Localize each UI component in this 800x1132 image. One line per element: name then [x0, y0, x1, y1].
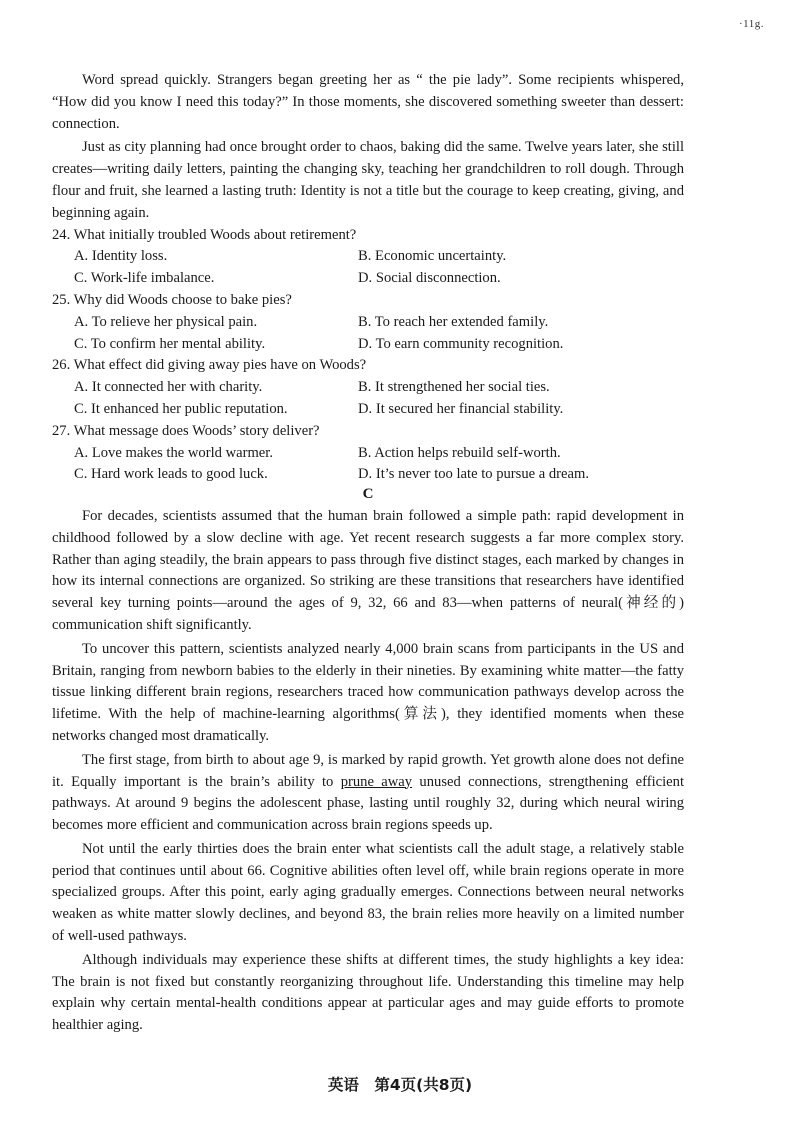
- option-b: B. Economic uncertainty.: [358, 248, 507, 265]
- paragraph: To uncover this pattern, scientists analyzed nearly 4,000 brain scans from participants in the US and Britain, ranging from newborn babies to the elderly in their nineties. By examining white matter—the fatty tissue linking different brain regions, researchers traced how communication pathways develop across the lifetime. With the help of machine-learning algorithms(算法), they identified moments when these networks changed most dramatically.: [52, 640, 684, 744]
- page-footer: 英语 第4页(共8页): [327, 1076, 473, 1094]
- paragraph: Although individuals may experience these shifts at different times, the study highlights a key idea: The brain is not fixed but constantly reorganizing throughout life. Understanding this timeline may help explain why certain mental-health conditions appear at particular ages and may guide efforts to promote healthier aging.: [52, 951, 684, 1034]
- paragraph: For decades, scientists assumed that the human brain followed a simple path: rapid development in childhood followed by a slow decline with age. Yet recent research suggests a far more complex story. Rather than aging steadily, the brain appears to pass through five distinct stages, each marked by changes in how its internal connections are organized. So striking are these transitions that researchers have identified several key turning points—around the ages of 9, 32, 66 and 83—when patterns of neural(神经的) communication shift significantly.: [52, 507, 684, 633]
- text-run: unused connections, strengthening efficient pathways. At around 9 begins the adolescent phase, lasting until roughly 32, during which neural wiring becomes more efficient and communication across brain regions speeds up.: [52, 773, 684, 834]
- option-d: D. It’s never too late to pursue a dream.: [358, 466, 589, 483]
- question-stem: 25. Why did Woods choose to bake pies?: [52, 291, 292, 308]
- option-a: A. It connected her with charity.: [74, 379, 263, 396]
- question-25: [52, 290, 684, 355]
- option-b: B. It strengthened her social ties.: [358, 379, 550, 396]
- paragraph: Word spread quickly. Strangers began greeting her as “ the pie lady”. Some recipients whispered, “How did you know I need this today?” In those moments, she discovered something sweeter than dessert: connection.: [52, 72, 684, 132]
- option-d: D. Social disconnection.: [358, 270, 501, 287]
- question-stem: 24. What initially troubled Woods about retirement?: [52, 226, 357, 243]
- option-a: A. Identity loss.: [74, 248, 168, 265]
- paragraph: Not until the early thirties does the brain enter what scientists call the adult stage, a relatively stable period that continues until about 66. Cognitive abilities often level off, while brain regions operate in more specialized groups. After this point, early aging gradually emerges. Connections between neural networks weaken as white matter slowly declines, and beyond 83, the brain relies more heavily on a limited number of well-used pathways.: [52, 840, 684, 945]
- question-stem: 27. What message does Woods’ story deliver?: [52, 422, 320, 439]
- text-run: The first stage, from birth to about age 9, is marked by rapid growth. Yet growth alone does not define it. Equally important is the brain’s ability to: [52, 751, 684, 790]
- corner-mark: ·11g.: [738, 18, 764, 30]
- options-grid: [74, 312, 684, 356]
- option-b: B. Action helps rebuild self-worth.: [358, 444, 561, 461]
- option-c: C. Hard work leads to good luck.: [74, 466, 268, 483]
- paragraph: Just as city planning had once brought order to chaos, baking did the same. Twelve years later, she still creates—writing daily letters, painting the changing sky, teaching her grandchildren to roll dough. Through flour and fruit, she learned a lasting truth: Identity is not a title but the courage to keep creating, giving, and beginning again.: [52, 139, 684, 221]
- underlined-phrase: prune away: [340, 773, 413, 790]
- option-c: C. It enhanced her public reputation.: [74, 400, 288, 417]
- question-stem: 26. What effect did giving away pies have on Woods?: [52, 357, 367, 374]
- option-a: A. Love makes the world warmer.: [74, 444, 273, 461]
- option-a: A. To relieve her physical pain.: [74, 313, 258, 330]
- option-d: D. It secured her financial stability.: [358, 400, 564, 417]
- option-c: C. Work-life imbalance.: [74, 270, 215, 287]
- question-26: [52, 355, 684, 420]
- options-grid: [74, 246, 684, 290]
- section-heading: C: [362, 486, 374, 503]
- option-c: C. To confirm her mental ability.: [74, 335, 266, 352]
- options-grid: [74, 377, 684, 421]
- options-grid: [74, 443, 684, 487]
- question-24: [52, 225, 684, 290]
- option-d: D. To earn community recognition.: [358, 335, 564, 352]
- option-b: B. To reach her extended family.: [358, 313, 549, 330]
- question-27: [52, 421, 684, 486]
- exam-page: [52, 70, 684, 1037]
- paragraph: [52, 750, 684, 837]
